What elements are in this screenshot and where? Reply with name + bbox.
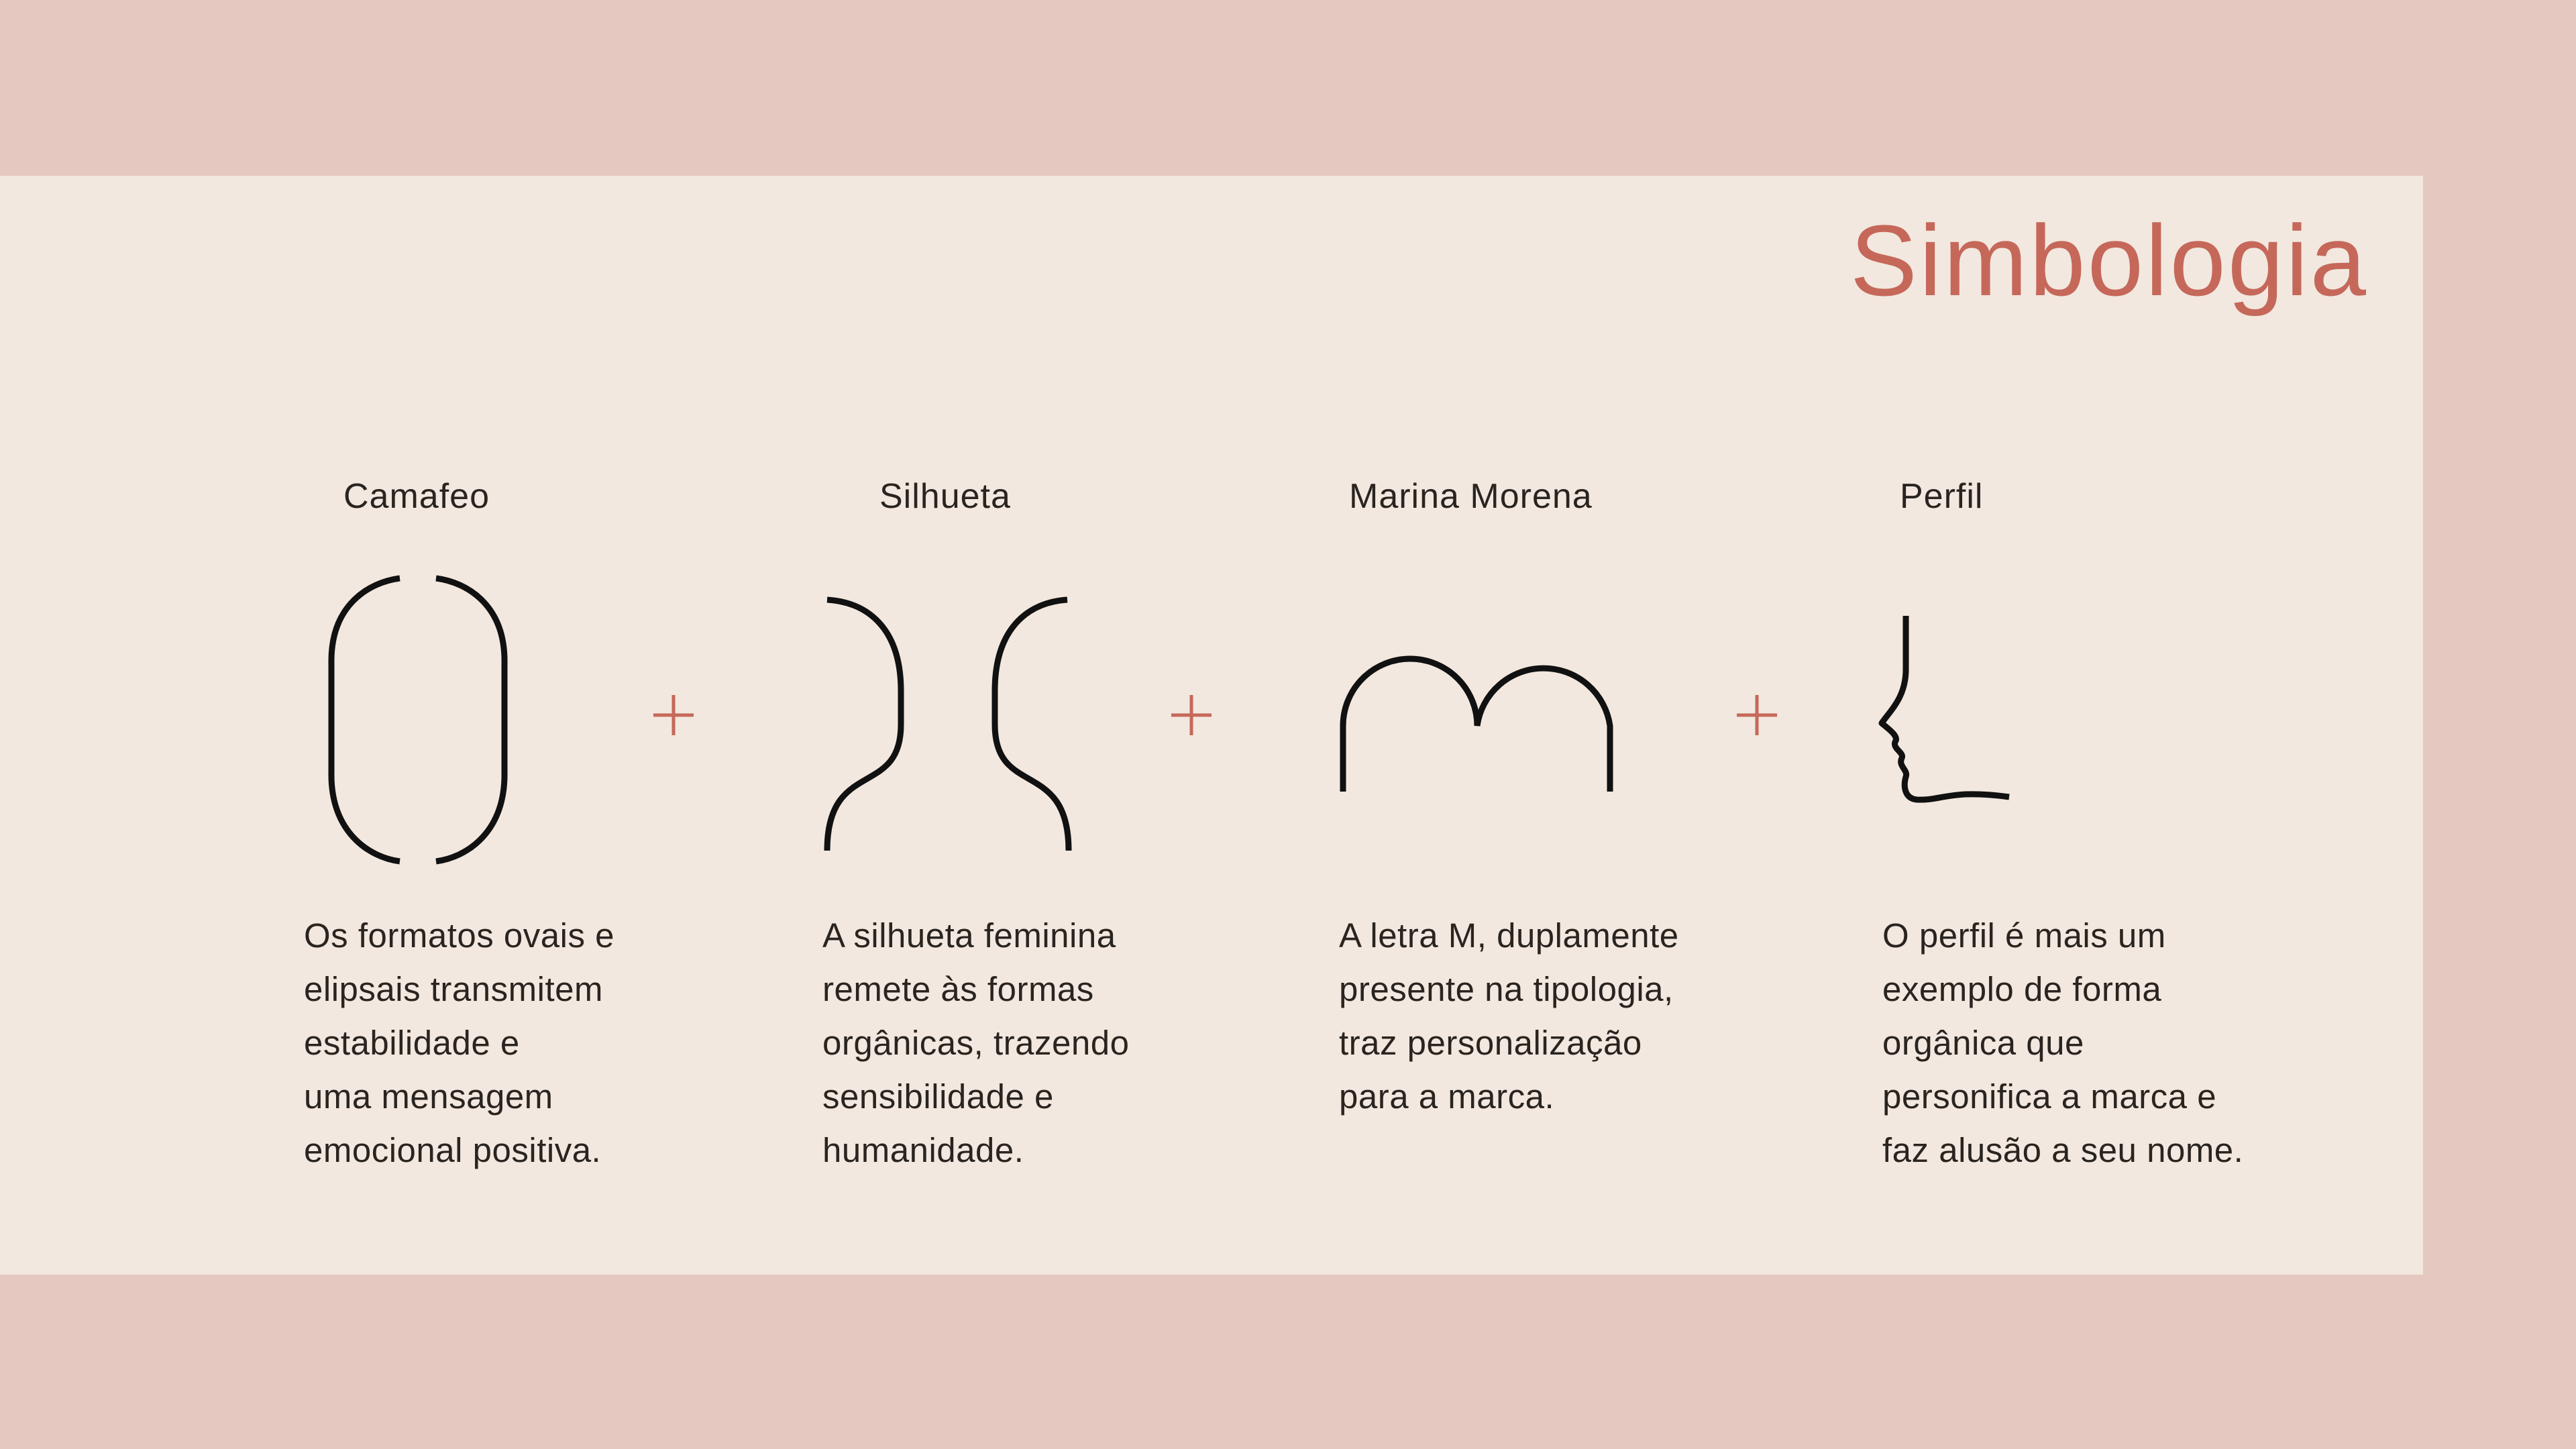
column-label-marina-morena: Marina Morena: [1349, 477, 1593, 516]
description-marina-morena: A letra M, duplamente presente na tipologia, traz personalização para a marca.: [1339, 916, 1679, 1116]
plus-icon: [1170, 694, 1213, 737]
description-perfil: O perfil é mais um exemplo de forma orgânica que personifica a marca e faz alusão a seu nome.: [1882, 916, 2244, 1169]
description-camafeo: Os formatos ovais e elipsais transmitem estabilidade e uma mensagem emocional positiva.: [304, 916, 614, 1169]
page-title: Simbologia: [1849, 204, 2368, 317]
face-profile-icon: [1875, 610, 2023, 839]
column-label-camafeo: Camafeo: [343, 477, 490, 516]
column-label-perfil: Perfil: [1900, 477, 1984, 516]
plus-icon: [1735, 694, 1778, 737]
description-silhueta: A silhueta feminina remete às formas orgânicas, trazendo sensibilidade e humanidade.: [822, 916, 1130, 1169]
column-label-silhueta: Silhueta: [879, 477, 1011, 516]
letter-m-icon: [1335, 651, 1617, 798]
plus-icon: [652, 694, 695, 737]
silhouette-curves-icon: [815, 590, 1083, 859]
cameo-oval-icon: [322, 570, 517, 872]
